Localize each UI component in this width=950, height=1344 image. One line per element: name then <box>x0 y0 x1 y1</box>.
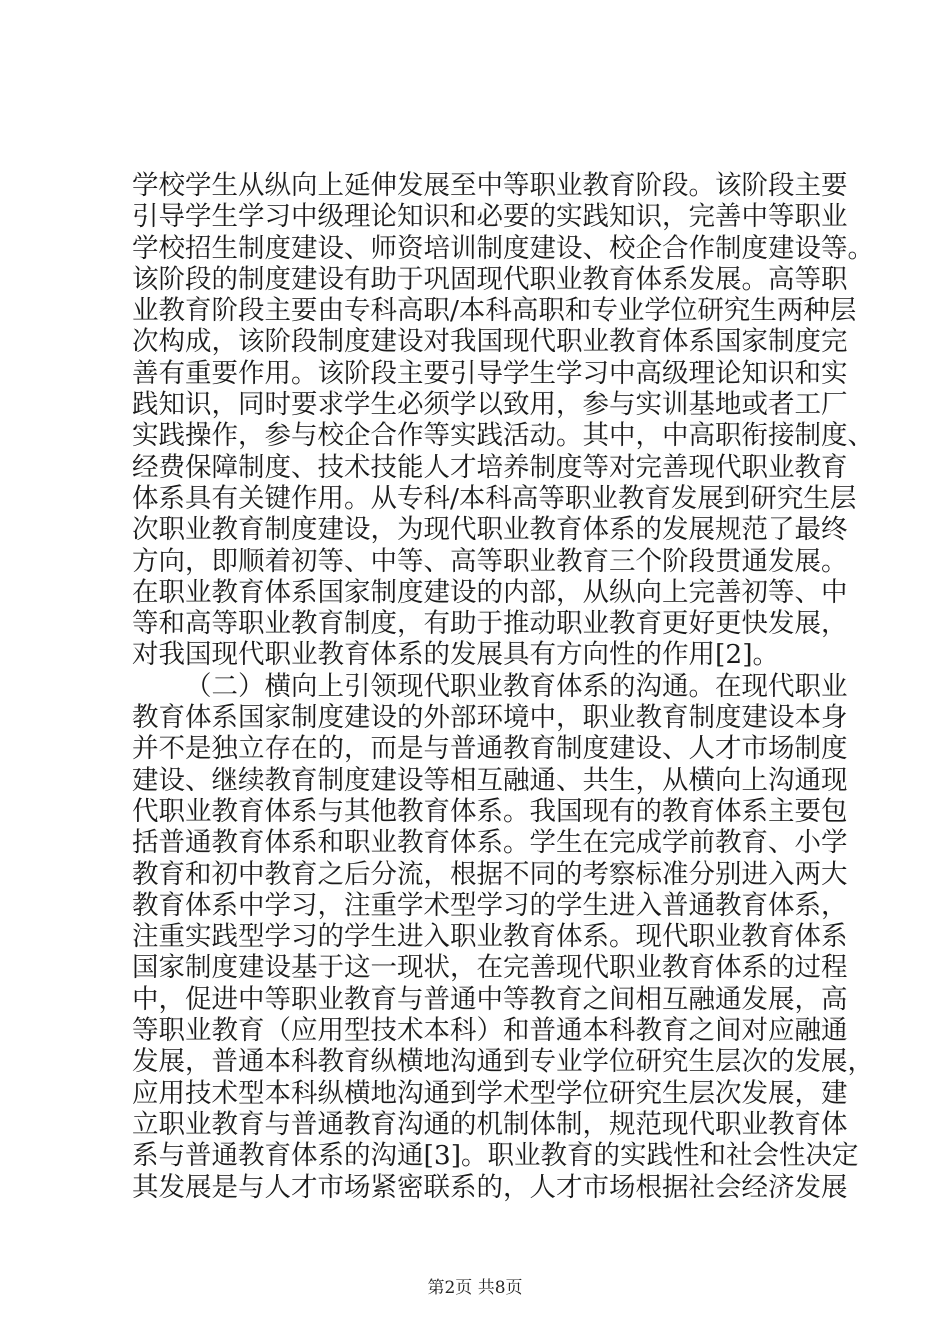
text-line: 国家制度建设基于这一现状，在完善现代职业教育体系的过程 <box>132 952 848 984</box>
text-line: 其发展是与人才市场紧密联系的，人才市场根据社会经济发展 <box>132 1171 848 1203</box>
text-line: 在职业教育体系国家制度建设的内部，从纵向上完善初等、中 <box>132 576 848 608</box>
text-line: 等和高等职业教育制度，有助于推动职业教育更好更快发展， <box>132 608 848 640</box>
text-line: 括普通教育体系和职业教育体系。学生在完成学前教育、小学 <box>132 827 848 859</box>
text-line: 等职业教育（应用型技术本科）和普通本科教育之间对应融通 <box>132 1015 848 1047</box>
text-line: 学校学生从纵向上延伸发展至中等职业教育阶段。该阶段主要 <box>132 170 848 201</box>
text-line: 教育和初中教育之后分流，根据不同的考察标准分别进入两大 <box>132 858 848 890</box>
text-line: 次构成，该阶段制度建设对我国现代职业教育体系国家制度完 <box>132 326 848 358</box>
text-line: 建设、继续教育制度建设等相互融通、共生，从横向上沟通现 <box>132 764 848 796</box>
text-line: 引导学生学习中级理论知识和必要的实践知识，完善中等职业 <box>132 201 848 233</box>
text-line: 实践操作，参与校企合作等实践活动。其中，中高职衔接制度、 <box>132 420 874 452</box>
text-line: 教育体系中学习，注重学术型学习的学生进入普通教育体系， <box>132 889 848 921</box>
text-line: 善有重要作用。该阶段主要引导学生学习中高级理论知识和实 <box>132 357 848 389</box>
text-line: 代职业教育体系与其他教育体系。我国现有的教育体系主要包 <box>132 795 848 827</box>
text-line: 中，促进中等职业教育与普通中等教育之间相互融通发展，高 <box>132 983 848 1015</box>
text-line: 系与普通教育体系的沟通[3]。职业教育的实践性和社会性决定 <box>132 1140 859 1172</box>
text-line: 经费保障制度、技术技能人才培养制度等对完善现代职业教育 <box>132 451 848 483</box>
text-line: 践知识，同时要求学生必须学以致用，参与实训基地或者工厂 <box>132 389 848 421</box>
text-line: 次职业教育制度建设，为现代职业教育体系的发展规范了最终 <box>132 514 848 546</box>
text-line: 发展，普通本科教育纵横地沟通到专业学位研究生层次的发展， <box>132 1046 874 1078</box>
text-line: 立职业教育与普通教育沟通的机制体制，规范现代职业教育体 <box>132 1108 848 1140</box>
text-line: 该阶段的制度建设有助于巩固现代职业教育体系发展。高等职 <box>132 263 848 295</box>
page-number-footer: 第2页 共8页 <box>427 1278 523 1298</box>
body-text <box>132 170 874 1203</box>
paragraph-end-line: 对我国现代职业教育体系的发展具有方向性的作用[2]。 <box>132 639 780 671</box>
text-line: 业教育阶段主要由专科高职/本科高职和专业学位研究生两种层 <box>132 295 857 327</box>
text-line: 学校招生制度建设、师资培训制度建设、校企合作制度建设等。 <box>132 232 874 264</box>
text-line: 注重实践型学习的学生进入职业教育体系。现代职业教育体系 <box>132 921 848 953</box>
text-line: 体系具有关键作用。从专科/本科高等职业教育发展到研究生层 <box>132 482 857 514</box>
section-heading-line: （二）横向上引领现代职业教育体系的沟通。在现代职业 <box>185 670 848 702</box>
text-line: 并不是独立存在的，而是与普通教育制度建设、人才市场制度 <box>132 733 848 765</box>
text-line: 教育体系国家制度建设的外部环境中，职业教育制度建设本身 <box>132 702 848 734</box>
text-line: 方向，即顺着初等、中等、高等职业教育三个阶段贯通发展。 <box>132 545 848 577</box>
text-line: 应用技术型本科纵横地沟通到学术型学位研究生层次发展，建 <box>132 1077 848 1109</box>
